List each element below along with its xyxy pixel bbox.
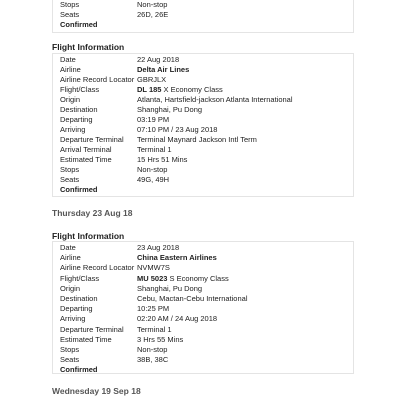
row-value: Shanghai, Pu Dong: [137, 283, 203, 293]
row-value: 38B, 38C: [137, 355, 169, 365]
row-label: Flight/Class: [60, 85, 100, 94]
row-label: Airline: [60, 65, 81, 74]
row-label: Arriving: [60, 314, 86, 324]
segment-row: [60, 184, 392, 195]
row-label: Seats: [60, 10, 80, 19]
row-value: China Eastern Airlines: [137, 253, 217, 263]
flight-number: DL 185: [137, 85, 162, 94]
row-label: Departure Terminal: [60, 135, 124, 144]
row-value: 22 Aug 2018: [137, 55, 180, 64]
row-value: 15 Hrs 51 Mins: [137, 155, 188, 164]
row-label: Arriving: [60, 125, 86, 134]
row-value: Atlanta, Hartsfield-jackson Atlanta International: [137, 95, 293, 104]
row-label: Date: [60, 55, 76, 64]
segment-row: [60, 19, 392, 30]
row-label: Seats: [60, 175, 80, 184]
row-value: 3 Hrs 55 Mins: [137, 334, 184, 344]
row-value: 03:19 PM: [137, 115, 170, 124]
row-value: Cebu, Mactan-Cebu International: [137, 294, 248, 303]
date-header: Thursday 23 Aug 18: [52, 208, 133, 218]
status-confirmed: Confirmed: [60, 20, 98, 29]
row-value: Non-stop: [137, 0, 168, 9]
row-value: 02:20 AM / 24 Aug 2018: [137, 314, 218, 324]
row-value: 26D, 26E: [137, 10, 169, 19]
flight-class: X Economy Class: [161, 85, 223, 94]
row-label: Airline Record Locator: [60, 263, 135, 273]
row-value: 49G, 49H: [137, 175, 170, 184]
row-label: Stops: [60, 0, 80, 9]
section-title: Flight Information: [52, 42, 125, 52]
date-header: Wednesday 19 Sep 18: [52, 386, 141, 396]
row-label: Stops: [60, 345, 80, 354]
row-value: 23 Aug 2018: [137, 243, 180, 252]
row-label: Flight/Class: [60, 273, 100, 283]
row-value: Terminal 1: [137, 324, 172, 334]
status-confirmed: Confirmed: [60, 185, 98, 194]
row-label: Destination: [60, 294, 98, 303]
row-label: Arrival Terminal: [60, 145, 112, 154]
section-title: Flight Information: [52, 231, 125, 241]
row-value: 10:25 PM: [137, 304, 170, 314]
segment-row: [60, 364, 392, 375]
row-value: Non-stop: [137, 165, 168, 174]
row-value: 07:10 PM / 23 Aug 2018: [137, 125, 218, 134]
row-value: Delta Air Lines: [137, 65, 190, 74]
row-label: Departing: [60, 304, 93, 314]
row-value: GBRJLX: [137, 75, 167, 84]
row-label: Origin: [60, 283, 81, 293]
row-label: Airline: [60, 253, 81, 263]
row-label: Seats: [60, 355, 80, 365]
row-value: NVMW7S: [137, 263, 170, 273]
row-label: Estimated Time: [60, 155, 112, 164]
row-label: Destination: [60, 105, 98, 114]
flight-class: S Economy Class: [167, 273, 229, 283]
row-value: Shanghai, Pu Dong: [137, 105, 203, 114]
row-label: Airline Record Locator: [60, 75, 135, 84]
status-confirmed: Confirmed: [60, 365, 98, 375]
row-value: Terminal Maynard Jackson Intl Term: [137, 135, 257, 144]
row-label: Stops: [60, 165, 80, 174]
row-label: Departure Terminal: [60, 324, 124, 334]
row-value: Non-stop: [137, 345, 168, 354]
row-label: Date: [60, 243, 76, 252]
row-label: Departing: [60, 115, 93, 124]
row-label: Estimated Time: [60, 334, 112, 344]
row-value: Terminal 1: [137, 145, 172, 154]
row-label: Origin: [60, 95, 81, 104]
flight-number: MU 5023: [137, 273, 168, 283]
